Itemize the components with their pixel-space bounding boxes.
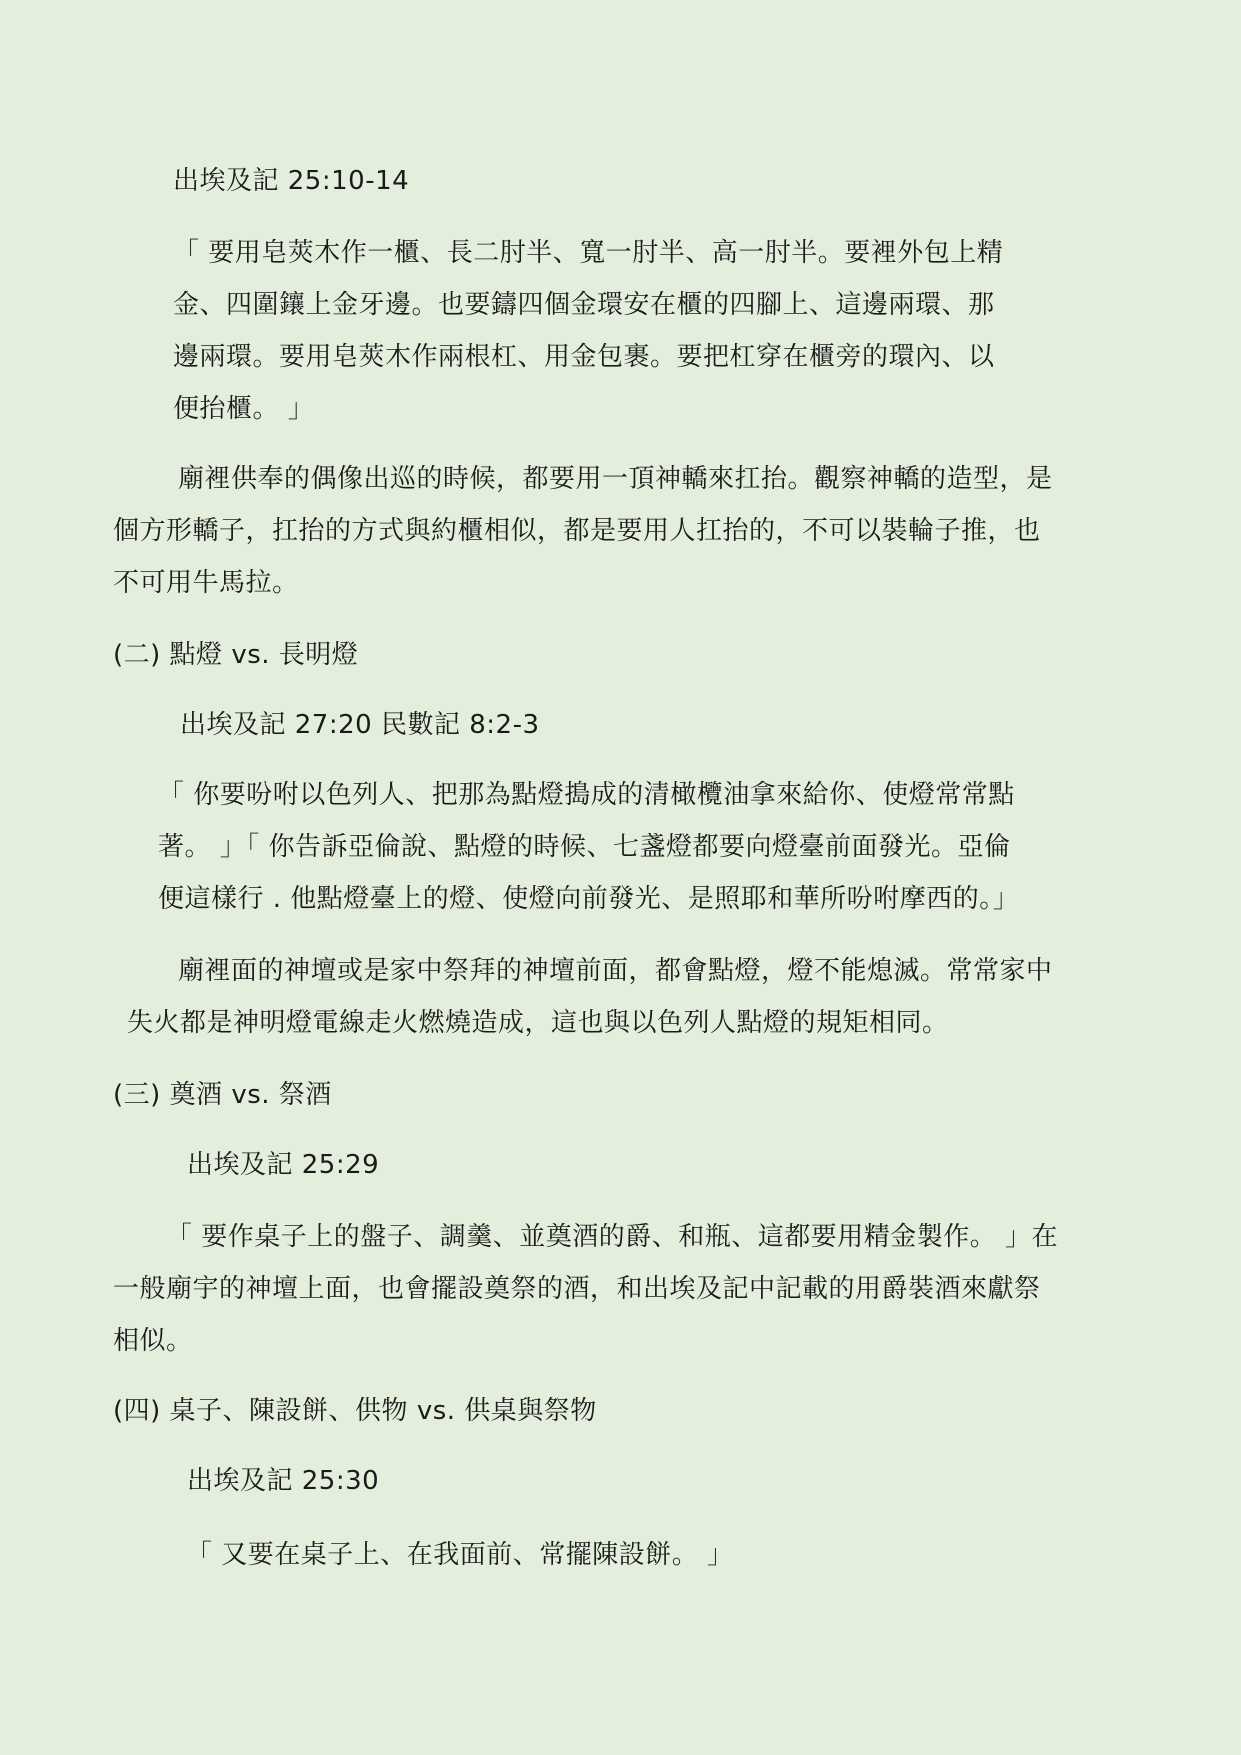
- scripture-quote-line: 著。 」「 你告訴亞倫說、點燈的時候、七盞燈都要向燈臺前面發光。亞倫: [158, 832, 1011, 862]
- scripture-quote-line: 邊兩環。要用皂莢木作兩根杠、用金包裹。要把杠穿在櫃旁的環內、以: [173, 342, 995, 372]
- commentary-line: 失火都是神明燈電線走火燃燒造成，這也與以色列人點燈的規矩相同。: [127, 1008, 949, 1038]
- scripture-quote-line: 便這樣行 . 他點燈臺上的燈、使燈向前發光、是照耶和華所吩咐摩西的。」: [158, 884, 1020, 914]
- paragraph-line: 一般廟宇的神壇上面，也會擺設奠祭的酒，和出埃及記中記載的用爵裝酒來獻祭: [113, 1274, 1041, 1304]
- scripture-quote-line: 「 又要在桌子上、在我面前、常擺陳設餅。 」: [186, 1540, 734, 1570]
- scripture-reference: 出埃及記 27:20 民數記 8:2-3: [180, 710, 540, 740]
- scripture-quote-line: 「 你要吩咐以色列人、把那為點燈搗成的清橄欖油拿來給你、使燈常常點: [158, 780, 1015, 810]
- scripture-reference: 出埃及記 25:29: [187, 1150, 380, 1180]
- scripture-quote-line: 便抬櫃。 」: [173, 394, 315, 424]
- paragraph-line: 相似。: [113, 1326, 193, 1356]
- commentary-line: 不可用牛馬拉。: [113, 568, 299, 598]
- commentary-line: 廟裡供奉的偶像出巡的時候，都要用一頂神轎來扛抬。觀察神轎的造型，是: [178, 464, 1053, 494]
- scripture-reference: 出埃及記 25:30: [187, 1466, 380, 1496]
- section-heading: (四) 桌子、陳設餅、供物 vs. 供桌與祭物: [113, 1396, 597, 1426]
- section-heading: (二) 點燈 vs. 長明燈: [113, 640, 359, 670]
- section-heading: (三) 奠酒 vs. 祭酒: [113, 1080, 332, 1110]
- paragraph-line: 「 要作桌子上的盤子、調羹、並奠酒的爵、和瓶、這都要用精金製作。 」在: [166, 1222, 1059, 1252]
- scripture-quote-line: 金、四圍鑲上金牙邊。也要鑄四個金環安在櫃的四腳上、這邊兩環、那: [173, 290, 995, 320]
- commentary-line: 個方形轎子，扛抬的方式與約櫃相似，都是要用人扛抬的，不可以裝輪子推，也: [113, 516, 1041, 546]
- commentary-line: 廟裡面的神壇或是家中祭拜的神壇前面，都會點燈，燈不能熄滅。常常家中: [178, 956, 1053, 986]
- scripture-reference: 出埃及記 25:10-14: [173, 166, 410, 196]
- scripture-quote-line: 「 要用皂莢木作一櫃、長二肘半、寬一肘半、高一肘半。要裡外包上精: [173, 238, 1004, 268]
